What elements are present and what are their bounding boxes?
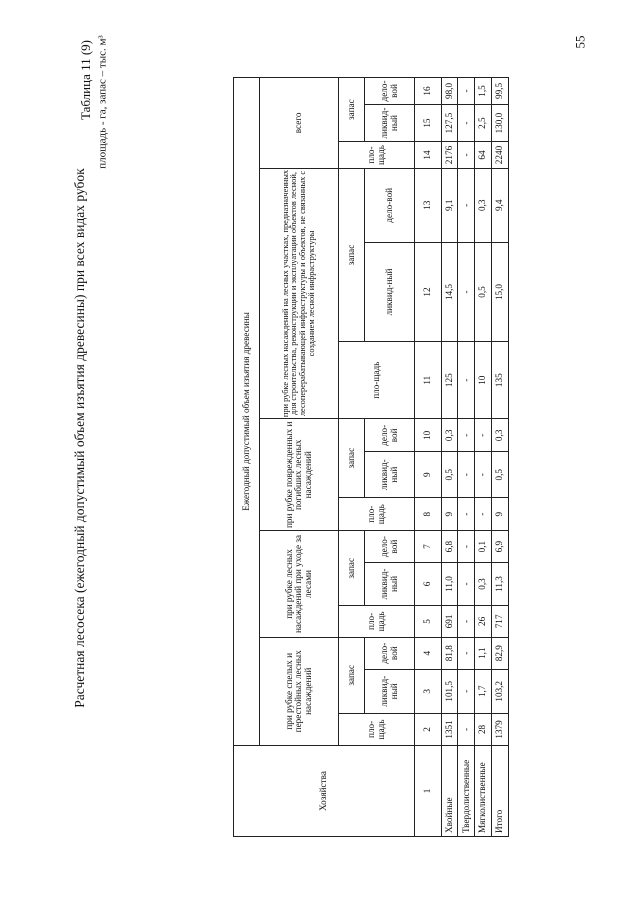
col-num: 16 [415, 78, 441, 105]
sub-stock: запас [339, 637, 365, 713]
col-num: 2 [415, 713, 441, 745]
table-cell: 0,3 [475, 562, 492, 605]
sub-liquid: ликвид-ный [365, 669, 415, 713]
table-cell: 64 [475, 142, 492, 169]
col-num: 12 [415, 242, 441, 341]
sub-liquid: ликвид-ный [365, 562, 415, 605]
table-cell: - [458, 104, 475, 141]
table-cell: 717 [492, 606, 509, 637]
table-cell: 9,4 [492, 168, 509, 242]
sub-stock: запас [339, 78, 365, 142]
table-cell: 101,5 [441, 669, 458, 713]
group-construction: при рубке лесных насаждений на лесных участках, предназначенных для строительства, реконструкции и эксплуатации объектов лесной, лесоперерабатывающей инфраструктуры и объектов, не связанных с созданием лесной инфраструктуры [260, 168, 339, 418]
sub-area: пло-щадь [339, 342, 415, 419]
table-cell: 1,7 [475, 669, 492, 713]
table-cell: 0,3 [475, 168, 492, 242]
sub-stock: запас [339, 419, 365, 498]
table-cell: - [458, 419, 475, 452]
table-cell: 125 [441, 342, 458, 419]
table-cell: 28 [475, 713, 492, 745]
table-cell: 26 [475, 606, 492, 637]
row-label: Твердолиственные [458, 746, 475, 837]
sub-area: пло-щадь [339, 142, 415, 169]
col-num: 7 [415, 531, 441, 562]
table-cell: 1379 [492, 713, 509, 745]
sub-business: дело-вой [365, 419, 415, 452]
header-row-1 [234, 78, 260, 837]
col-num: 11 [415, 342, 441, 419]
group-damaged: при рубке поврежденных и погибших лесных насаждений [260, 419, 339, 531]
column-number-row [415, 78, 441, 837]
col-num: 14 [415, 142, 441, 169]
document-title: Расчетная лесосека (ежегодный допустимый объем изъятия древесины) при всех видах рубок [72, 168, 87, 708]
table-cell: 0,5 [475, 242, 492, 341]
sub-liquid: ликвид-ный [365, 452, 415, 498]
table-cell: 135 [492, 342, 509, 419]
row-label: Хвойные [441, 746, 458, 837]
table-cell: - [475, 419, 492, 452]
sub-business: дело-вой [365, 78, 415, 105]
row-label: Мягколиственные [475, 746, 492, 837]
table-cell: 1,1 [475, 637, 492, 669]
table-cell: - [458, 242, 475, 341]
table-cell: 0,3 [441, 419, 458, 452]
table-body [441, 78, 508, 837]
table-cell: 130,0 [492, 104, 509, 141]
table-cell: - [458, 669, 475, 713]
units-note: площадь - га, запас – тыс. м³ [96, 35, 109, 169]
table-cell: - [458, 78, 475, 105]
table-cell: - [458, 342, 475, 419]
table-cell: - [458, 531, 475, 562]
col-num: 6 [415, 562, 441, 605]
table-cell: 6,8 [441, 531, 458, 562]
col-num: 5 [415, 606, 441, 637]
table-cell: - [458, 168, 475, 242]
table-cell: - [458, 452, 475, 498]
table-cell: - [475, 452, 492, 498]
sub-business: дело-вой [365, 168, 415, 242]
col-num: 9 [415, 452, 441, 498]
table-row [492, 78, 509, 837]
table-cell: 691 [441, 606, 458, 637]
col-num: 3 [415, 669, 441, 713]
table-label: Таблица 11 (9) [78, 39, 94, 121]
table-cell: 1351 [441, 713, 458, 745]
table-cell: 0,3 [492, 419, 509, 452]
header-owner: Хозяйства [234, 746, 415, 837]
sub-stock: запас [339, 168, 365, 341]
sub-area: пло-щадь [339, 498, 415, 531]
table-cell: 2240 [492, 142, 509, 169]
sub-business: дело-вой [365, 531, 415, 562]
group-total: всего [260, 78, 339, 169]
col-num: 10 [415, 419, 441, 452]
table-cell: 2,5 [475, 104, 492, 141]
sub-liquid: ликвид-ный [365, 242, 415, 341]
col-num: 15 [415, 104, 441, 141]
table-cell: 127,5 [441, 104, 458, 141]
table-cell: 6,9 [492, 531, 509, 562]
table-cell: 82,9 [492, 637, 509, 669]
table-row [475, 78, 492, 837]
page-number: 55 [572, 35, 588, 49]
table-cell: 15,0 [492, 242, 509, 341]
sub-area: пло-щадь [339, 713, 415, 745]
table-cell: - [458, 637, 475, 669]
row-label: Итого [492, 746, 509, 837]
table-cell: 103,2 [492, 669, 509, 713]
table-cell: 11,0 [441, 562, 458, 605]
col-num: 13 [415, 168, 441, 242]
table-cell: 0,1 [475, 531, 492, 562]
table-container [233, 77, 523, 837]
table-cell: 2176 [441, 142, 458, 169]
table-cell: 10 [475, 342, 492, 419]
table-cell: 14,5 [441, 242, 458, 341]
col-num: 4 [415, 637, 441, 669]
header-group: Ежегодный допустимый объем изъятия древесины [234, 78, 260, 746]
table-cell: - [458, 142, 475, 169]
sub-stock: запас [339, 531, 365, 606]
table-cell: 0,5 [492, 452, 509, 498]
table-cell: 9,1 [441, 168, 458, 242]
table-cell: - [475, 498, 492, 531]
table-cell: 98,0 [441, 78, 458, 105]
table-cell: 99,5 [492, 78, 509, 105]
header-row-3 [339, 78, 365, 837]
header-row-2 [260, 78, 339, 837]
sub-area: пло-щадь [339, 606, 415, 637]
col-num: 8 [415, 498, 441, 531]
table-cell: - [458, 713, 475, 745]
table-cell: 1,5 [475, 78, 492, 105]
table-cell: - [458, 606, 475, 637]
col-num: 1 [415, 746, 441, 837]
table-cell: 11,3 [492, 562, 509, 605]
table-cell: 9 [441, 498, 458, 531]
table-cell: 81,8 [441, 637, 458, 669]
table-row [458, 78, 475, 837]
group-mature: при рубке спелых и перестойных лесных насаждений [260, 637, 339, 745]
sub-business: дело-вой [365, 637, 415, 669]
table-row [441, 78, 458, 837]
group-care: при рубке лесных насаждений при уходе за лесами [260, 531, 339, 637]
sub-liquid: ликвид-ный [365, 104, 415, 141]
table-cell: - [458, 498, 475, 531]
lesoseka-table [233, 77, 509, 837]
table-cell: 9 [492, 498, 509, 531]
table-cell: - [458, 562, 475, 605]
table-cell: 0,5 [441, 452, 458, 498]
